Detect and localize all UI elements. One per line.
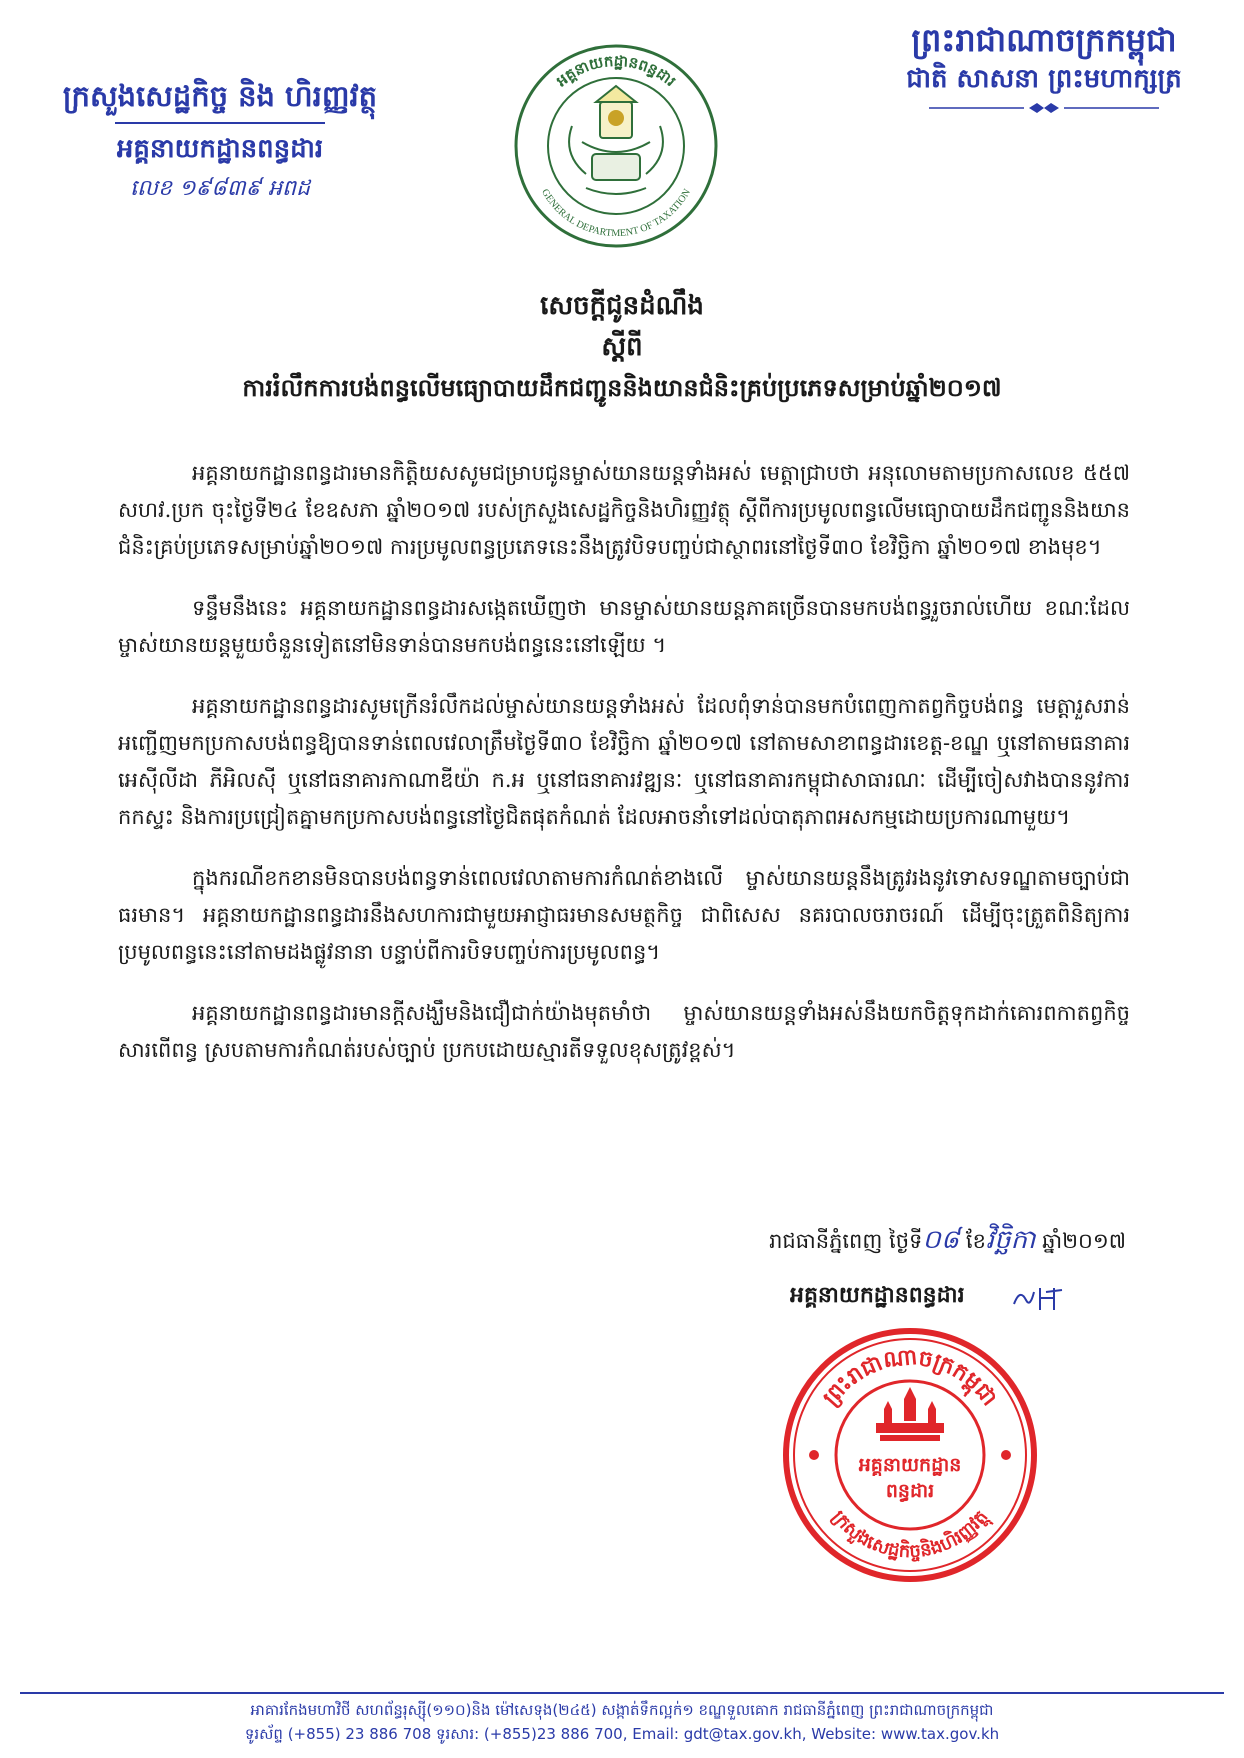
paragraph-4: ក្នុងករណីខកខានមិនបានបង់ពន្ធទាន់ពេលវេលាតាមការកំណត់ខាងលើ ម្ចាស់យានយន្តនឹងត្រូវរងនូវទោសទណ្ឌតាមច្បាប់ជាធរមាន។ អគ្គនាយកដ្ឋានពន្ធដារនឹងសហការជាមួយអាជ្ញាធរមានសមត្ថកិច្ច ជាពិសេស នគរបាលចរាចរណ៍ ដើម្បីចុះត្រួតពិនិត្យការប្រមូលពន្ធនេះនៅតាមដងផ្លូវនានា បន្ទាប់ពីការបិទបញ្ចប់ការប្រមូលពន្ធ។	[118, 866, 1130, 964]
date-day: ០៨	[922, 1225, 960, 1255]
footer-divider	[20, 1692, 1224, 1694]
temple-icon	[876, 1387, 944, 1441]
paragraph-3: អគ្គនាយកដ្ឋានពន្ធដារសូមក្រើនរំលឹកដល់ម្ចាស់យានយន្តទាំងអស់ ដែលពុំទាន់បានមកបំពេញកាតព្វកិច្ចបង់ពន្ធ មេត្តារួសរាន់អញ្ជើញមកប្រកាសបង់ពន្ធឱ្យបានទាន់ពេលវេលាត្រឹមថ្ងៃទី៣០ ខែវិច្ឆិកា ឆ្នាំ២០១៧ នៅតាមសាខាពន្ធដារខេត្ត-ខណ្ឌ ឬនៅតាមធនាគារអេស៊ីលីដា ភីអិលស៊ី ឬនៅធនាគារកាណាឌីយ៉ា ក.អ ឬនៅធនាគារវឌ្ឍនៈ ឬនៅធនាគារកម្ពុជាសាធារណៈ ដើម្បីចៀសវាងបាននូវការកកស្ទះ និងការប្រជ្រៀតគ្នាមកប្រកាសបង់ពន្ធនៅថ្ងៃជិតផុតកំណត់ ដែលអាចនាំទៅដល់បាតុភាពអសកម្មដោយប្រការណាមួយ។	[118, 694, 1130, 829]
issuer-block	[40, 78, 400, 204]
ministry-divider	[115, 122, 325, 124]
date-year: ឆ្នាំ២០១៧	[1042, 1229, 1126, 1253]
signer-title: អគ្គនាយកដ្ឋានពន្ធដារ	[790, 1283, 965, 1308]
signature-initials	[1010, 1282, 1066, 1314]
notice-subject: ការរំលឹកការបង់ពន្ធលើមធ្យោបាយដឹកជញ្ជូននិងយានជំនិះគ្រប់ប្រភេទសម្រាប់ឆ្នាំ២០១៧	[242, 374, 1002, 402]
about-label: ស្តីពី	[601, 332, 643, 362]
seal-center-text-1: អគ្គនាយកដ្ឋាន	[858, 1454, 962, 1476]
kingdom-block	[864, 18, 1224, 118]
seal-top-text: ព្រះរាជាណាចក្រកម្ពុជា	[818, 1344, 1002, 1411]
notice-body	[118, 455, 1130, 1093]
date-month: វិច្ឆិកា	[985, 1225, 1036, 1255]
department-name: អគ្គនាយកដ្ឋានពន្ធដារ	[116, 134, 324, 164]
date-line	[769, 1222, 1126, 1259]
footer-phone-email: ទូរស័ព្ទ (+855) 23 886 708 ទូរសារ: (+855)23 886 700, Email: gdt@tax.gov.kh, Website: www.tax.gov.kh	[244, 1725, 1000, 1743]
paragraph-1: អគ្គនាយកដ្ឋានពន្ធដារមានកិត្តិយសសូមជម្រាបជូនម្ចាស់យានយន្តទាំងអស់ មេត្តាជ្រាបថា អនុលោមតាមប្រកាសលេខ ៥៥៧ សហវ.ប្រក ចុះថ្ងៃទី២៤ ខែឧសភា ឆ្នាំ២០១៧ របស់ក្រសួងសេដ្ឋកិច្ចនិងហិរញ្ញវត្ថុ ស្តីពីការប្រមូលពន្ធលើមធ្យោបាយដឹកជញ្ជូននិងយានជំនិះគ្រប់ប្រភេទសម្រាប់ឆ្នាំ២០១៧ ការប្រមូលពន្ធប្រភេទនេះនឹងត្រូវបិទបញ្ចប់ជាស្ថាពរនៅថ្ងៃទី៣០ ខែវិច្ឆិកា ឆ្នាំ២០១៧ ខាងមុខ។	[118, 461, 1130, 559]
ornament-divider	[929, 102, 1159, 114]
date-prefix: រាជធានីភ្នំពេញ ថ្ងៃទី	[769, 1229, 923, 1253]
footer-address: អាគារកែងមហាវិថី សហព័ន្ធរុស្ស៊ី(១១០)និង ម៉ៅសេទុង(២៤៥) សង្កាត់ទឹកល្អក់១ ខណ្ឌទួលគោក រាជធានីភ្នំពេញ ព្រះរាជាណាចក្រកម្ពុជា	[250, 1701, 994, 1719]
national-motto: ជាតិ សាសនា ព្រះមហាក្សត្រ	[906, 64, 1182, 94]
footer-contact	[60, 1698, 1184, 1746]
document-type: សេចក្តីជូនដំណឹង	[540, 291, 704, 321]
official-seal	[780, 1325, 1040, 1585]
notice-titles	[100, 285, 1144, 409]
department-emblem	[512, 42, 720, 250]
ministry-name: ក្រសួងសេដ្ឋកិច្ច និង ហិរញ្ញវត្ថុ	[62, 79, 378, 113]
month-prefix: ខែ	[965, 1229, 986, 1253]
kingdom-name: ព្រះរាជាណាចក្រកម្ពុជា	[911, 21, 1177, 59]
reference-number: លេខ ១៩៨៣៩ អពដ	[130, 176, 310, 201]
emblem-bottom-text: GENERAL DEPARTMENT OF TAXATION	[539, 187, 693, 240]
emblem-top-text: អគ្គនាយកដ្ឋានពន្ធដារ	[552, 51, 680, 91]
seal-center-text-2: ពន្ធដារ	[885, 1480, 935, 1502]
seal-bottom-text: ក្រសួងសេដ្ឋកិច្ចនិងហិរញ្ញវត្ថុ	[827, 1506, 993, 1563]
paragraph-2: ទន្ទឹមនឹងនេះ អគ្គនាយកដ្ឋានពន្ធដារសង្កេតឃើញថា មានម្ចាស់យានយន្តភាគច្រើនបានមកបង់ពន្ធរួចរាល់ហើយ ខណៈដែលម្ចាស់យានយន្តមួយចំនួនទៀតនៅមិនទាន់បានមកបង់ពន្ធនេះនៅឡើយ ។	[118, 596, 1130, 657]
paragraph-5: អគ្គនាយកដ្ឋានពន្ធដារមានក្តីសង្ឃឹមនិងជឿជាក់យ៉ាងមុតមាំថា ម្ចាស់យានយន្តទាំងអស់នឹងយកចិត្តទុកដាក់គោរពកាតព្វកិច្ចសារពើពន្ធ ស្របតាមការកំណត់របស់ច្បាប់ ប្រកបដោយស្មារតីទទួលខុសត្រូវខ្ពស់។	[118, 1001, 1130, 1062]
